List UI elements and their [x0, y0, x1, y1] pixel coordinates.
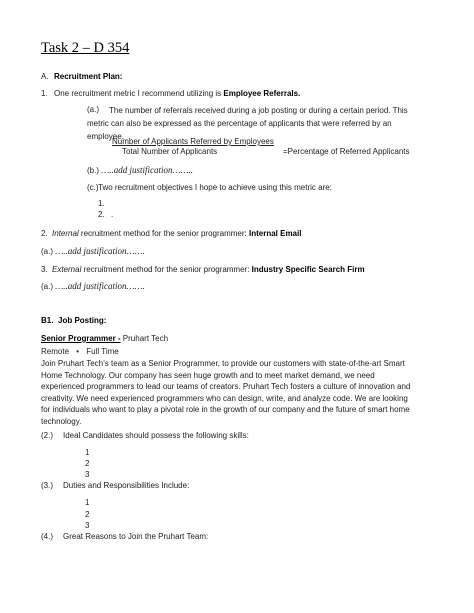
duty-1: 1	[85, 498, 90, 507]
section-a-marker: A.	[41, 72, 49, 81]
section-a-heading: Recruitment Plan:	[54, 72, 123, 81]
skill-1: 1	[85, 448, 90, 457]
posting-type: Full Time	[86, 347, 119, 356]
item-1-line	[54, 89, 300, 99]
item-2-number: 2.	[41, 229, 48, 238]
page-title: Task 2 – D 354	[41, 40, 130, 56]
section-b1-heading: Job Posting:	[58, 316, 107, 325]
item-2a-justification: …..add justification…….	[55, 246, 145, 256]
item-1-text: One recruitment metric I recommend utilizing is	[54, 89, 224, 98]
item-1b-line	[87, 165, 193, 176]
item-1c-text: Two recruitment objectives I hope to achieve using this metric are:	[98, 183, 332, 192]
posting-role: Senior Programmer -	[41, 334, 121, 343]
item-3-number: 3.	[41, 265, 48, 274]
item-3a-line	[41, 281, 145, 292]
item-1c-marker: (c.)	[87, 183, 99, 192]
item-1b-justification: …..add justification……..	[101, 165, 193, 175]
reasons-marker: (4.)	[41, 532, 53, 541]
item-1-metric: Employee Referrals.	[223, 89, 301, 98]
objective-2-text: .	[111, 210, 114, 219]
duty-3: 3	[85, 521, 90, 530]
item-1a-text: The number of referrals received during a job posting or during a certain period. This metric can also be expressed as the percentage of applicants that were referred by an employee.	[87, 106, 408, 141]
item-2-text: recruitment method for the senior programmer:	[78, 229, 249, 238]
item-1b-marker: (b.)	[87, 166, 99, 175]
item-1a-marker: (a.)	[87, 105, 99, 114]
section-b1-marker: B1.	[41, 316, 54, 325]
skill-2: 2	[85, 459, 90, 468]
item-2-line	[52, 229, 301, 239]
formula-result: =Percentage of Referred Applicants	[283, 147, 410, 156]
duty-2: 2	[85, 510, 90, 519]
item-2a-marker: (a.)	[41, 247, 53, 256]
skills-marker: (2.)	[41, 431, 53, 440]
duties-marker: (3.)	[41, 481, 53, 490]
posting-company: Pruhart Tech	[120, 334, 169, 343]
duties-heading: Duties and Responsibilities Include:	[63, 481, 190, 490]
skills-heading: Ideal Candidates should possess the following skills:	[63, 431, 249, 440]
item-3-line	[52, 265, 365, 275]
item-3a-justification: …..add justification…….	[55, 281, 145, 291]
posting-meta-line	[41, 347, 119, 357]
posting-title-line	[41, 334, 168, 344]
posting-description: Join Pruhart Tech’s team as a Senior Programmer, to provide our customers with state-of-the-art Smart Home Technology. Our company has seen huge growth and to meet market demand, we need experienced programmers to lead our teams of creators. Pruhart Tech fosters a culture of innovation and creativity. We need experienced programmers who can design, write, and analyze code. We are looking for individuals who want to play a pivotal role in the growth of our company and the future of smart home technology.	[41, 359, 411, 426]
item-2-method: Internal Email	[248, 229, 302, 238]
objective-1-number: 1.	[98, 199, 105, 208]
item-3a-marker: (a.)	[41, 282, 53, 291]
reasons-heading: Great Reasons to Join the Pruhart Team:	[63, 532, 209, 541]
item-3-method: Industry Specific Search Firm	[251, 265, 365, 274]
item-2a-line	[41, 246, 145, 257]
posting-mode: Remote	[41, 347, 70, 356]
formula-numerator: Number of Applicants Referred by Employees	[112, 137, 274, 146]
item-2-emphasis: Internal	[52, 229, 79, 238]
skill-3: 3	[85, 470, 90, 479]
bullet-separator: •	[76, 347, 80, 356]
item-3-emphasis: External	[52, 265, 82, 274]
item-1-number: 1.	[41, 89, 48, 98]
item-3-text: recruitment method for the senior programmer:	[81, 265, 252, 274]
objective-2-number: 2.	[98, 210, 105, 219]
formula-denominator: Total Number of Applicants	[122, 147, 218, 156]
